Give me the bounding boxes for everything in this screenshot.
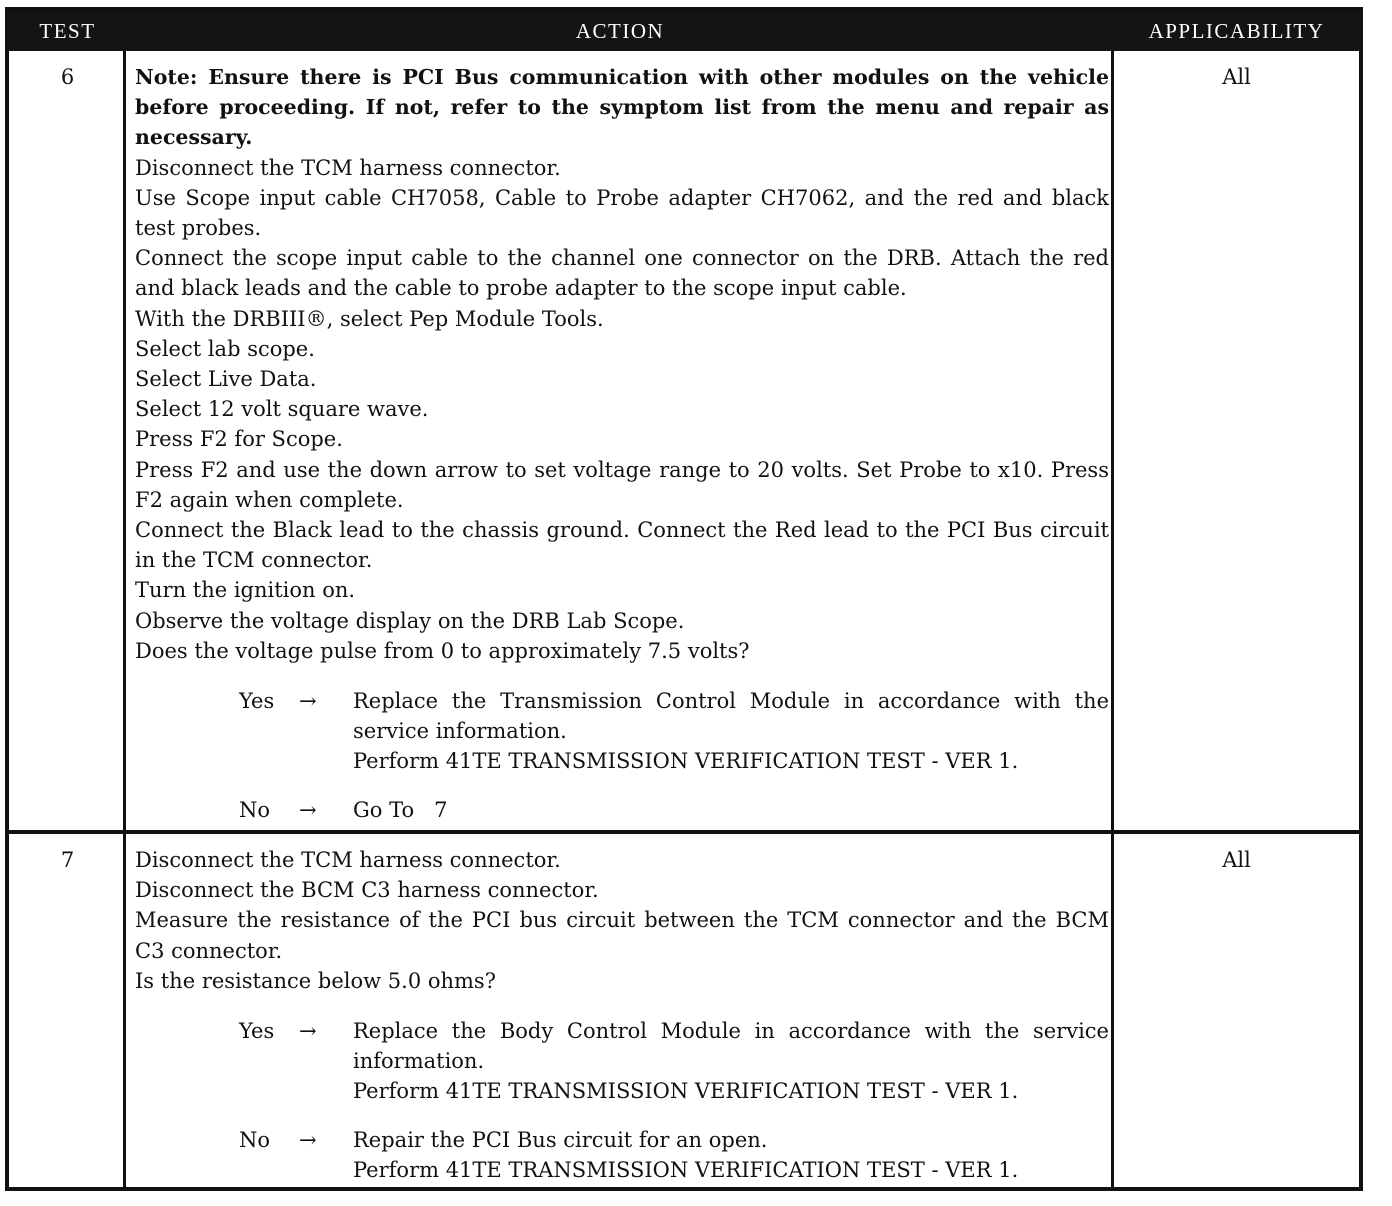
question-text: Is the resistance below 5.0 ohms? bbox=[135, 968, 496, 993]
yes-label: Yes bbox=[239, 689, 275, 714]
result-text: Perform 41TE TRANSMISSION VERIFICATION TEST - VER 1. bbox=[353, 1157, 1019, 1182]
note-text: Note: Ensure there is PCI Bus communication with other modules on the vehicle before proceeding. If not, refer to the symptom list from the menu and repair as necessary. bbox=[135, 65, 1109, 150]
header-action: ACTION bbox=[575, 19, 665, 43]
column-divider-test bbox=[123, 51, 126, 1187]
header-applicability: APPLICABILITY bbox=[1148, 19, 1325, 43]
step-text: Select lab scope. bbox=[135, 336, 315, 361]
arrow-right-icon: → bbox=[299, 1127, 317, 1152]
no-result bbox=[239, 795, 1109, 825]
step-text: Measure the resistance of the PCI bus circuit between the TCM connector and the BCM C3 connector. bbox=[135, 908, 1109, 963]
step-text: Select 12 volt square wave. bbox=[135, 397, 429, 422]
question-text: Does the voltage pulse from 0 to approximately 7.5 volts? bbox=[135, 638, 750, 663]
step-text: Turn the ignition on. bbox=[135, 578, 356, 603]
result-text: Perform 41TE TRANSMISSION VERIFICATION TEST - VER 1. bbox=[353, 1079, 1019, 1104]
arrow-right-icon: → bbox=[299, 689, 317, 714]
yes-result bbox=[239, 686, 1109, 777]
diagnostic-test-table bbox=[5, 7, 1363, 1191]
result-text: Repair the PCI Bus circuit for an open. bbox=[353, 1127, 768, 1152]
step-text: Disconnect the TCM harness connector. bbox=[135, 155, 561, 180]
step-text: With the DRBIII®, select Pep Module Tools. bbox=[135, 306, 604, 331]
step-text: Disconnect the BCM C3 harness connector. bbox=[135, 878, 599, 903]
table-header bbox=[9, 11, 1359, 51]
step-text: Select Live Data. bbox=[135, 367, 317, 392]
column-divider-applicability bbox=[1111, 51, 1114, 1187]
applicability-value: All bbox=[1222, 65, 1251, 89]
arrow-right-icon: → bbox=[299, 1019, 317, 1044]
result-text: Replace the Transmission Control Module in accordance with the service information. bbox=[353, 689, 1109, 744]
row-divider bbox=[9, 830, 1359, 834]
step-text: Observe the voltage display on the DRB Lab Scope. bbox=[135, 608, 685, 633]
yes-result bbox=[239, 1016, 1109, 1107]
step-text: Use Scope input cable CH7058, Cable to Probe adapter CH7062, and the red and black test probes. bbox=[135, 185, 1109, 241]
step-text: Disconnect the TCM harness connector. bbox=[135, 848, 561, 872]
result-text: Perform 41TE TRANSMISSION VERIFICATION TEST - VER 1. bbox=[353, 749, 1019, 774]
arrow-right-icon: → bbox=[299, 797, 317, 822]
no-label: No bbox=[239, 797, 271, 822]
no-result bbox=[239, 1125, 1109, 1185]
test-number: 6 bbox=[60, 65, 75, 89]
result-text: Go To 7 bbox=[353, 797, 448, 822]
step-text: Press F2 for Scope. bbox=[135, 427, 343, 452]
step-text: Press F2 and use the down arrow to set voltage range to 20 volts. Set Probe to x10. Press F2 again when complete. bbox=[135, 457, 1109, 512]
yes-label: Yes bbox=[239, 1019, 275, 1044]
test-number: 7 bbox=[60, 848, 75, 872]
step-text: Connect the scope input cable to the channel one connector on the DRB. Attach the red and black leads and the cable to probe adapter to the scope input cable. bbox=[135, 246, 1109, 301]
test-action bbox=[135, 62, 1109, 825]
no-label: No bbox=[239, 1127, 271, 1152]
result-text: Replace the Body Control Module in accordance with the service information. bbox=[353, 1019, 1109, 1074]
applicability-value: All bbox=[1222, 848, 1251, 872]
step-text: Connect the Black lead to the chassis ground. Connect the Red lead to the PCI Bus circuit in the TCM connector. bbox=[135, 518, 1109, 573]
header-test: TEST bbox=[39, 19, 96, 43]
test-action bbox=[135, 845, 1109, 1185]
